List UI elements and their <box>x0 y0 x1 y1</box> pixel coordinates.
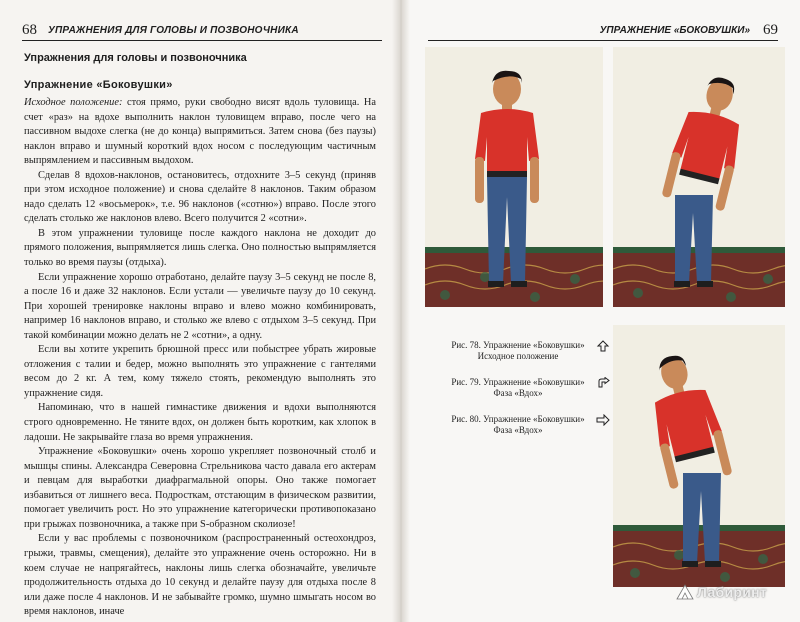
caption-fig-79 <box>426 377 610 399</box>
caption-subtitle: Фаза «Вдох» <box>493 425 543 435</box>
watermark-text: Лабиринт <box>697 584 768 600</box>
running-title-left: УПРАЖНЕНИЯ ДЛЯ ГОЛОВЫ И ПОЗВОНОЧНИКА <box>48 25 299 36</box>
exercise-title: Упражнение «Боковушки» <box>24 79 173 91</box>
book-gutter <box>392 0 410 622</box>
page-number-right: 69 <box>763 22 778 38</box>
running-title-right: УПРАЖНЕНИЕ «БОКОВУШКИ» <box>599 25 750 36</box>
labirint-watermark <box>676 584 767 600</box>
photo-standing <box>425 47 603 307</box>
caption-figure-label: Рис. 80. Упражнение «Боковушки» <box>451 414 585 424</box>
intro-label: Исходное положение: <box>24 97 123 108</box>
left-running-head <box>22 22 382 41</box>
paragraph: Упражнение «Боковушки» очень хорошо укрепляет позвоночный столб и мышцы спины. Александра Северовна Стрельникова часто давала его актерам и певцам для выработки диафрагмальной опоры. Оно также помогает избавиться от лишнего веса. Подросткам, отстающим в физическом развитии, помогает увеличить рост. Но это упражнение категорически противопоказано при грыжах позвоночника, а также при S-образном сколиозе! <box>24 446 376 530</box>
caption-subtitle: Фаза «Вдох» <box>493 388 543 398</box>
caption-figure-label: Рис. 79. Упражнение «Боковушки» <box>451 377 585 387</box>
paragraph-text: стоя прямо, руки свободно висят вдоль туловища. На счет «раз» на вдохе выполнить наклон туловищем вправо, после чего на пассивном выдохе слегка (не до конца) выпрямиться. Затем снова (без паузы) наклон вправо и шумный короткий вдох носом с последующим частичным выпрямлением и пассивным выдохом. <box>24 97 376 167</box>
arrow-up-right-icon <box>596 377 610 389</box>
caption-fig-78 <box>426 340 610 362</box>
arrow-right-icon <box>596 414 610 426</box>
page-number-left: 68 <box>22 22 37 38</box>
paragraph: Если у вас проблемы с позвоночником (распространенный остеохондроз, грыжи, травмы, смещения), делайте это упражнение очень осторожно. Ни в коем случае не напрягайтесь, наклоны лишь слегка обозначайте, увеличьте продолжительность отдыха до 10 секунд и делайте паузу для отдыха после 8 или даже после 4 наклонов. И не забывайте громко, шумно шмыгать носом во время наклонов, иначе <box>24 533 376 618</box>
paragraph: В этом упражнении туловище после каждого наклона не доходит до прямого положения, выпрямляется лишь слегка. Оно полностью выпрямляется только во время паузы (отдыха). <box>24 227 376 269</box>
arrow-up-icon <box>596 340 610 352</box>
body-text <box>24 96 376 620</box>
caption-subtitle: Исходное положение <box>477 351 559 361</box>
paragraph: Напоминаю, что в нашей гимнастике движения и вдохи выполняются строго одновременно. Не тяните вдох, он должен быть коротким, как хлопок в ладоши. Не закрывайте глаза во время упражнения. <box>24 402 376 443</box>
right-running-head <box>428 22 778 41</box>
paragraph: Если упражнение хорошо отработано, делайте паузу 3–5 секунд не после 8, а после 16 и даже 32 наклонов. Если устали — увеличьте паузу до 10 секунд. При хорошей тренировке наклоны вправо и влево можно комбинировать, например 16 наклонов вправо, и столько же влево с отдыхом 3–5 секунд. При такой комбинации можно делать не 2 «сотни», а одну. <box>24 271 376 341</box>
paragraph-intro <box>24 96 376 169</box>
caption-figure-label: Рис. 78. Упражнение «Боковушки» <box>451 340 585 350</box>
photo-lean-left <box>613 325 785 587</box>
paragraph: Сделав 8 вдохов-наклонов, остановитесь, отдохните 3–5 секунд (приняв при этом исходное положение) и снова сделайте 8 наклонов. Таким образом надо сделать 12 «восьмерок», т.е. 96 наклонов («сотню») вправо. После этого сделать столько же наклонов влево. Всего получится 2 «сотни». <box>24 169 376 225</box>
labirint-logo-icon <box>676 584 694 600</box>
section-title: Упражнения для головы и позвоночника <box>24 52 247 64</box>
paragraph: Если вы хотите укрепить брюшной пресс или побыстрее убрать жировые отложения с талии и бедер, можно выполнять это упражнение с гантелями весом до 2 кг. А тем, кому тяжело стоять, рекомендую выполнять это упражнение сидя. <box>24 344 376 399</box>
caption-fig-80 <box>426 414 610 436</box>
photo-lean-right <box>613 47 785 307</box>
